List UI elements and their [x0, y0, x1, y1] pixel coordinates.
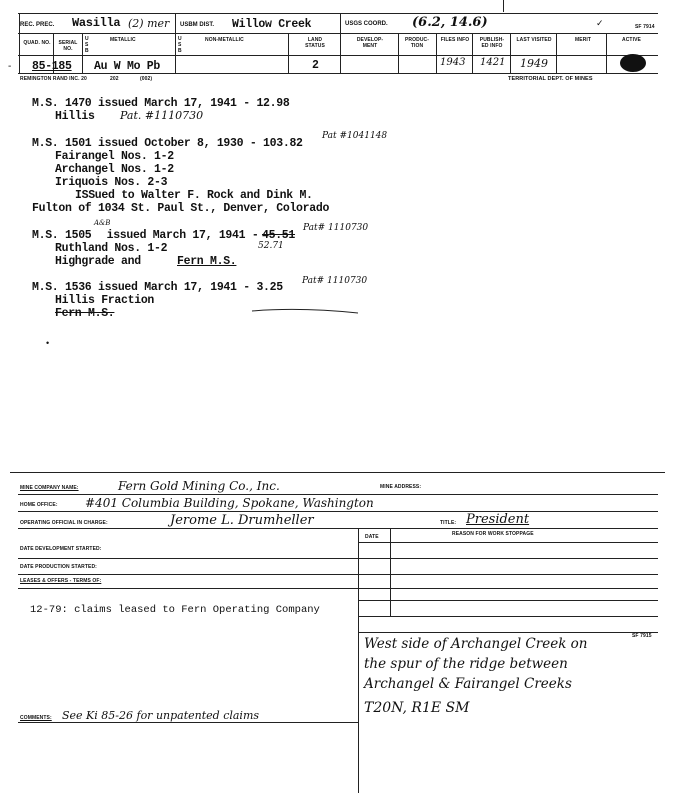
mine-address-label: MINE ADDRESS: [380, 484, 422, 490]
company-value: Fern Gold Mining Co., Inc. [118, 479, 280, 493]
leases-label: LEASES & OFFERS - TERMS OF: [20, 578, 102, 584]
record-4-name-1: Hillis Fraction [55, 294, 155, 307]
official-value: Jerome L. Drumheller [170, 513, 314, 528]
col-nonmetallic: NON-METALLIC [205, 37, 244, 43]
record-3-name-2-b: Fern M.S. [177, 255, 237, 268]
dept-name: TERRITORIAL DEPT. OF MINES [508, 76, 593, 82]
location-line-4: T20N, R1E SM [364, 700, 470, 716]
rec-prec-hand: (2) mer [128, 17, 170, 30]
usbm-dist-label: USBM DIST. [180, 22, 215, 28]
record-2-address: Fulton of 1034 St. Paul St., Denver, Colorado [32, 202, 330, 215]
col-published-info: PUBLISH- ED INFO [479, 37, 505, 49]
comments-label: COMMENTS: [20, 715, 52, 721]
record-2-name-1: Fairangel Nos. 1-2 [55, 150, 174, 163]
active-mark [620, 54, 646, 72]
record-1-name: Hillis [55, 110, 95, 123]
location-line-3: Archangel & Fairangel Creeks [364, 676, 572, 692]
printer-code: 202 [110, 76, 119, 82]
record-2-issued-to: ISSued to Walter F. Rock and Dink M. [75, 189, 313, 202]
form-number: SF 7914 [635, 24, 655, 30]
dev-started-label: DATE DEVELOPMENT STARTED: [20, 546, 102, 552]
home-office-value: #401 Columbia Building, Spokane, Washington [85, 496, 374, 510]
usbm-dist-value: Willow Creek [232, 18, 312, 31]
title-label: TITLE: [440, 520, 457, 526]
record-3-superscript: A&B [94, 219, 111, 227]
lease-note: 12-79: claims leased to Fern Operating Company [30, 604, 320, 616]
record-3-correction: 52.71 [258, 241, 284, 251]
last-visited-value: 1949 [520, 57, 548, 70]
record-3-patent: Pat# 1110730 [303, 223, 369, 233]
record-3-claim: M.S. 1505 [32, 229, 92, 242]
check-mark: ✓ [596, 19, 604, 29]
location-line-1: West side of Archangel Creek on [364, 636, 588, 652]
col-production: PRODUC- TION [404, 37, 430, 49]
title-value: President [466, 512, 530, 527]
home-office-label: HOME OFFICE: [20, 502, 58, 508]
record-4-line: M.S. 1536 issued March 17, 1941 - 3.25 [32, 281, 283, 294]
usgs-coord-value: (6.2, 14.6) [412, 15, 488, 30]
form-number-2: SF 7915 [632, 633, 652, 639]
company-label: MINE COMPANY NAME: [20, 485, 79, 491]
prod-started-label: DATE PRODUCTION STARTED: [20, 564, 97, 570]
record-2-name-2: Archangel Nos. 1-2 [55, 163, 174, 176]
land-status-value: 2 [312, 59, 319, 72]
record-3-issued: issued March 17, 1941 - [100, 229, 266, 242]
col-files-info: FILES INFO [440, 37, 470, 43]
col-last-visited: LAST VISITED [516, 37, 552, 43]
col-usb1: U S B [85, 36, 89, 54]
usgs-coord-label: USGS COORD. [345, 21, 388, 27]
col-serial: SERIAL NO. [58, 40, 78, 52]
col-active: ACTIVE [622, 37, 641, 43]
serial-value: 85-185 [32, 60, 72, 73]
dot-mark: • [46, 338, 50, 348]
record-1-line: M.S. 1470 issued March 17, 1941 - 12.98 [32, 97, 290, 110]
location-line-2: the spur of the ridge between [364, 656, 568, 672]
record-2-name-3: Iriquois Nos. 2-3 [55, 176, 168, 189]
record-4-patent: Pat# 1110730 [302, 276, 368, 286]
col-land-status: LAND STATUS [305, 37, 325, 49]
record-2-line: M.S. 1501 issued October 8, 1930 - 103.82 [32, 137, 303, 150]
record-3-name-1: Ruthland Nos. 1-2 [55, 242, 168, 255]
printer-imprint: REMINGTON RAND INC. 20 [20, 76, 87, 82]
arrow-mark: - [8, 61, 12, 72]
record-4-struck-name: Fern M.S. [55, 307, 115, 320]
record-3-struck-acreage: 45.51 [262, 229, 296, 242]
metallic-value: Au W Mo Pb [94, 60, 161, 73]
col-merit: MERIT [575, 37, 592, 43]
comments-value: See Ki 85-26 for unpatented claims [62, 709, 260, 722]
col-usb2: U S B [178, 36, 182, 54]
published-info-value: 1421 [480, 57, 506, 68]
col-development: DEVELOP- MENT [356, 37, 384, 49]
col-metallic: METALLIC [110, 37, 136, 43]
printer-code-2: (002) [140, 76, 153, 82]
rec-prec-label: REC. PREC. [20, 22, 55, 28]
reason-column-label: REASON FOR WORK STOPPAGE [452, 531, 534, 537]
pen-stroke [250, 305, 360, 315]
col-quad: QUAD. NO. [23, 40, 51, 46]
files-info-value: 1943 [440, 57, 466, 68]
date-column-label: DATE [365, 534, 379, 540]
record-2-patent: Pat #1041148 [322, 131, 388, 141]
record-3-name-2-a: Highgrade and [55, 255, 148, 268]
official-label: OPERATING OFFICIAL IN CHARGE: [20, 520, 108, 526]
rec-prec-value: Wasilla [72, 16, 121, 30]
record-1-patent: Pat. #1110730 [120, 109, 204, 122]
